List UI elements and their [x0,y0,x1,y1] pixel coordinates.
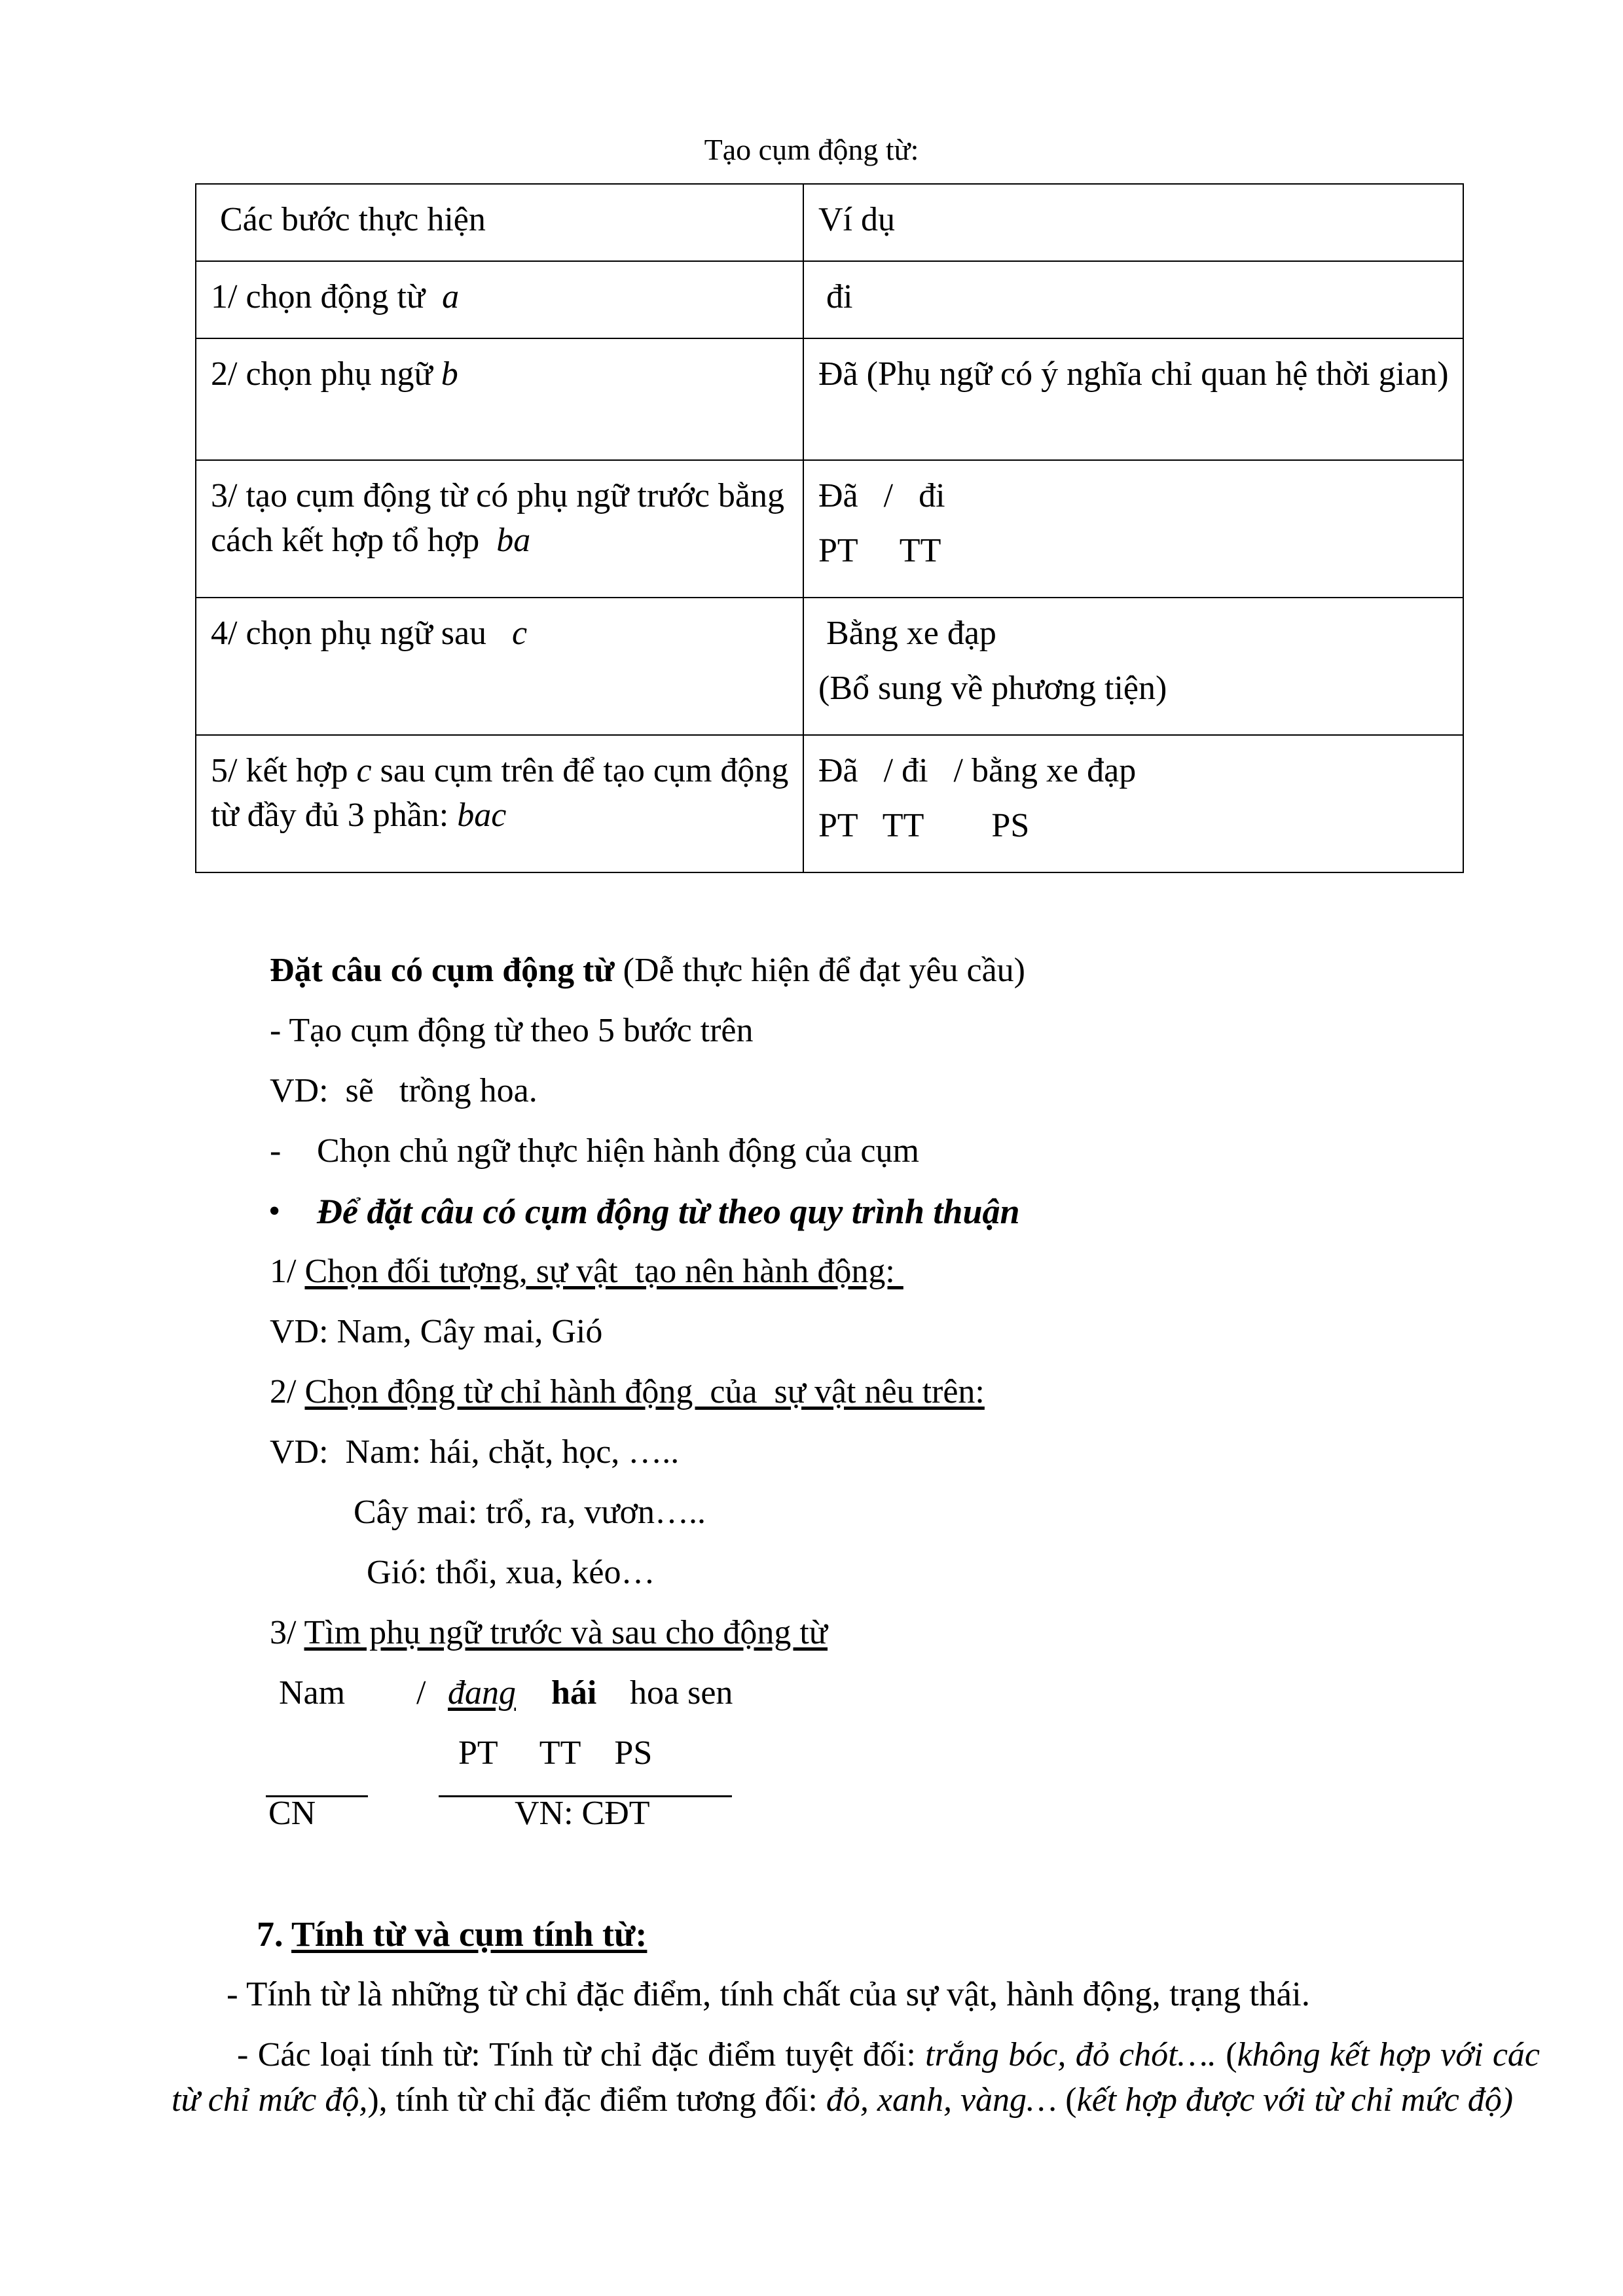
example-labels: PT TT [818,531,941,569]
step-variable: ba [496,521,531,559]
example-text: Đã (Phụ ngữ có ý nghĩa chỉ quan hệ thời gian) [818,355,1449,393]
example-labels: PT TT PS [458,1734,653,1772]
step1-number: 1/ [270,1253,305,1290]
section7-p1: - Tính từ là những từ chỉ đặc điểm, tính chất của sự vật, hành động, trạng thái. [227,1975,1310,2013]
table-row [196,598,1463,735]
example-dang: đang [448,1674,516,1712]
section7-number: 7. [257,1914,292,1954]
p2-italic-b: trắng bóc, đỏ chót…. [925,2036,1216,2073]
step2-line [270,1371,985,1413]
bullet-text: Để đặt câu có cụm động từ theo quy trình thuận [317,1192,1020,1231]
step-text: 3/ tạo cụm động từ có phụ ngữ trước bằng cách kết hợp tổ hợp [211,477,785,559]
example-text: Đã / đi / bằng xe đạp [818,752,1137,789]
p2-text-c: ( [1216,2036,1237,2073]
example-hai: hái [551,1674,597,1712]
step2-example-1: VD: Nam: hái, chặt, học, ….. [270,1433,680,1471]
step3-text: Tìm phụ ngữ trước và sau cho động từ [304,1614,828,1651]
dat-cau-heading [270,949,1025,992]
p2-italic-f: đỏ, xanh, vàng… [826,2081,1057,2119]
dat-cau-heading-bold: Đặt câu có cụm động từ [270,952,615,989]
p2-text-a: - Các loại tính từ: Tính từ chỉ đặc điểm tuyệt đối: [237,2036,926,2073]
step2-example-2: Cây mai: trổ, ra, vươn….. [354,1494,706,1531]
dat-cau-line3: Chọn chủ ngữ thực hiện hành động của cụm [317,1132,919,1170]
table-row [196,338,1463,460]
example-labels: PT TT PS [818,806,1030,844]
example-text: Bằng xe đạp [826,615,996,652]
step-variable: b [441,355,458,393]
dat-cau-line2: VD: sẽ trồng hoa. [270,1072,538,1109]
p2-text-g: ( [1057,2081,1077,2119]
table-row [196,261,1463,338]
example-slash: / [416,1674,426,1712]
step-variable: a [442,278,460,315]
example-text: Đã / đi [818,477,945,514]
dat-cau-line3-dash: - [270,1132,282,1170]
example-cell [803,735,1463,872]
header-steps-label: Các bước thực hiện [220,201,486,238]
steps-table [195,183,1464,873]
header-example-label: Ví dụ [818,201,895,238]
step1-example: VD: Nam, Cây mai, Gió [270,1313,603,1350]
step3-number: 3/ [270,1614,304,1651]
step-cell [196,735,803,872]
p2-text-e: ), tính từ chỉ đặc điểm tương đối: [367,2081,826,2119]
step-variable: c [356,752,372,789]
step-text: 5/ kết hợp [211,752,348,789]
step-cell [196,460,803,598]
header-steps [196,184,803,261]
step1-line [270,1250,903,1293]
page-title: Tạo cụm động từ: [704,133,919,166]
example-subject: Nam [279,1674,346,1712]
dat-cau-heading-rest: (Dễ thực hiện để đạt yêu cầu) [614,952,1025,989]
dat-cau-line1: - Tạo cụm động từ theo 5 bước trên [270,1012,754,1049]
step-text: 1/ chọn động từ [211,278,426,315]
section7-title: Tính từ và cụm tính từ: [291,1914,647,1954]
step-variable: c [512,615,528,652]
step-variable: bac [457,796,507,834]
table-header-row [196,184,1463,261]
section7-p2 [172,2033,1540,2123]
example-cn: CN [268,1795,316,1832]
table-row [196,460,1463,598]
step-cell [196,598,803,735]
section7-heading [257,1912,647,1957]
step-text-cont: sau cụm trên để tạo cụm động từ đầy đủ 3 phần: [211,752,789,834]
example-hoa-sen: hoa sen [630,1674,733,1712]
step-text: 4/ chọn phụ ngữ sau [211,615,487,652]
example-cell [803,460,1463,598]
step3-line [270,1611,828,1654]
step2-example-3: Gió: thổi, xua, kéo… [367,1554,655,1591]
example-vn: VN: CĐT [515,1795,650,1832]
table-row [196,735,1463,872]
step-text: 2/ chọn phụ ngữ [211,355,433,393]
example-cell [803,598,1463,735]
step-cell [196,338,803,460]
example-note: (Bổ sung về phương tiện) [818,669,1167,707]
step1-text: Chọn đối tượng, sự vật tạo nên hành động: [304,1253,903,1290]
bullet-icon: • [268,1193,281,1230]
header-example [803,184,1463,261]
step-cell [196,261,803,338]
step2-number: 2/ [270,1373,305,1410]
example-cell [803,261,1463,338]
p2-italic-d: không kết hợp với các từ chỉ mức độ, [172,2036,1540,2119]
step2-text: Chọn động từ chỉ hành động của sự vật nêu trên: [304,1373,985,1410]
p2-italic-h: kết hợp được với từ chỉ mức độ) [1076,2081,1514,2119]
example-cell [803,338,1463,460]
example-text: đi [826,278,853,315]
